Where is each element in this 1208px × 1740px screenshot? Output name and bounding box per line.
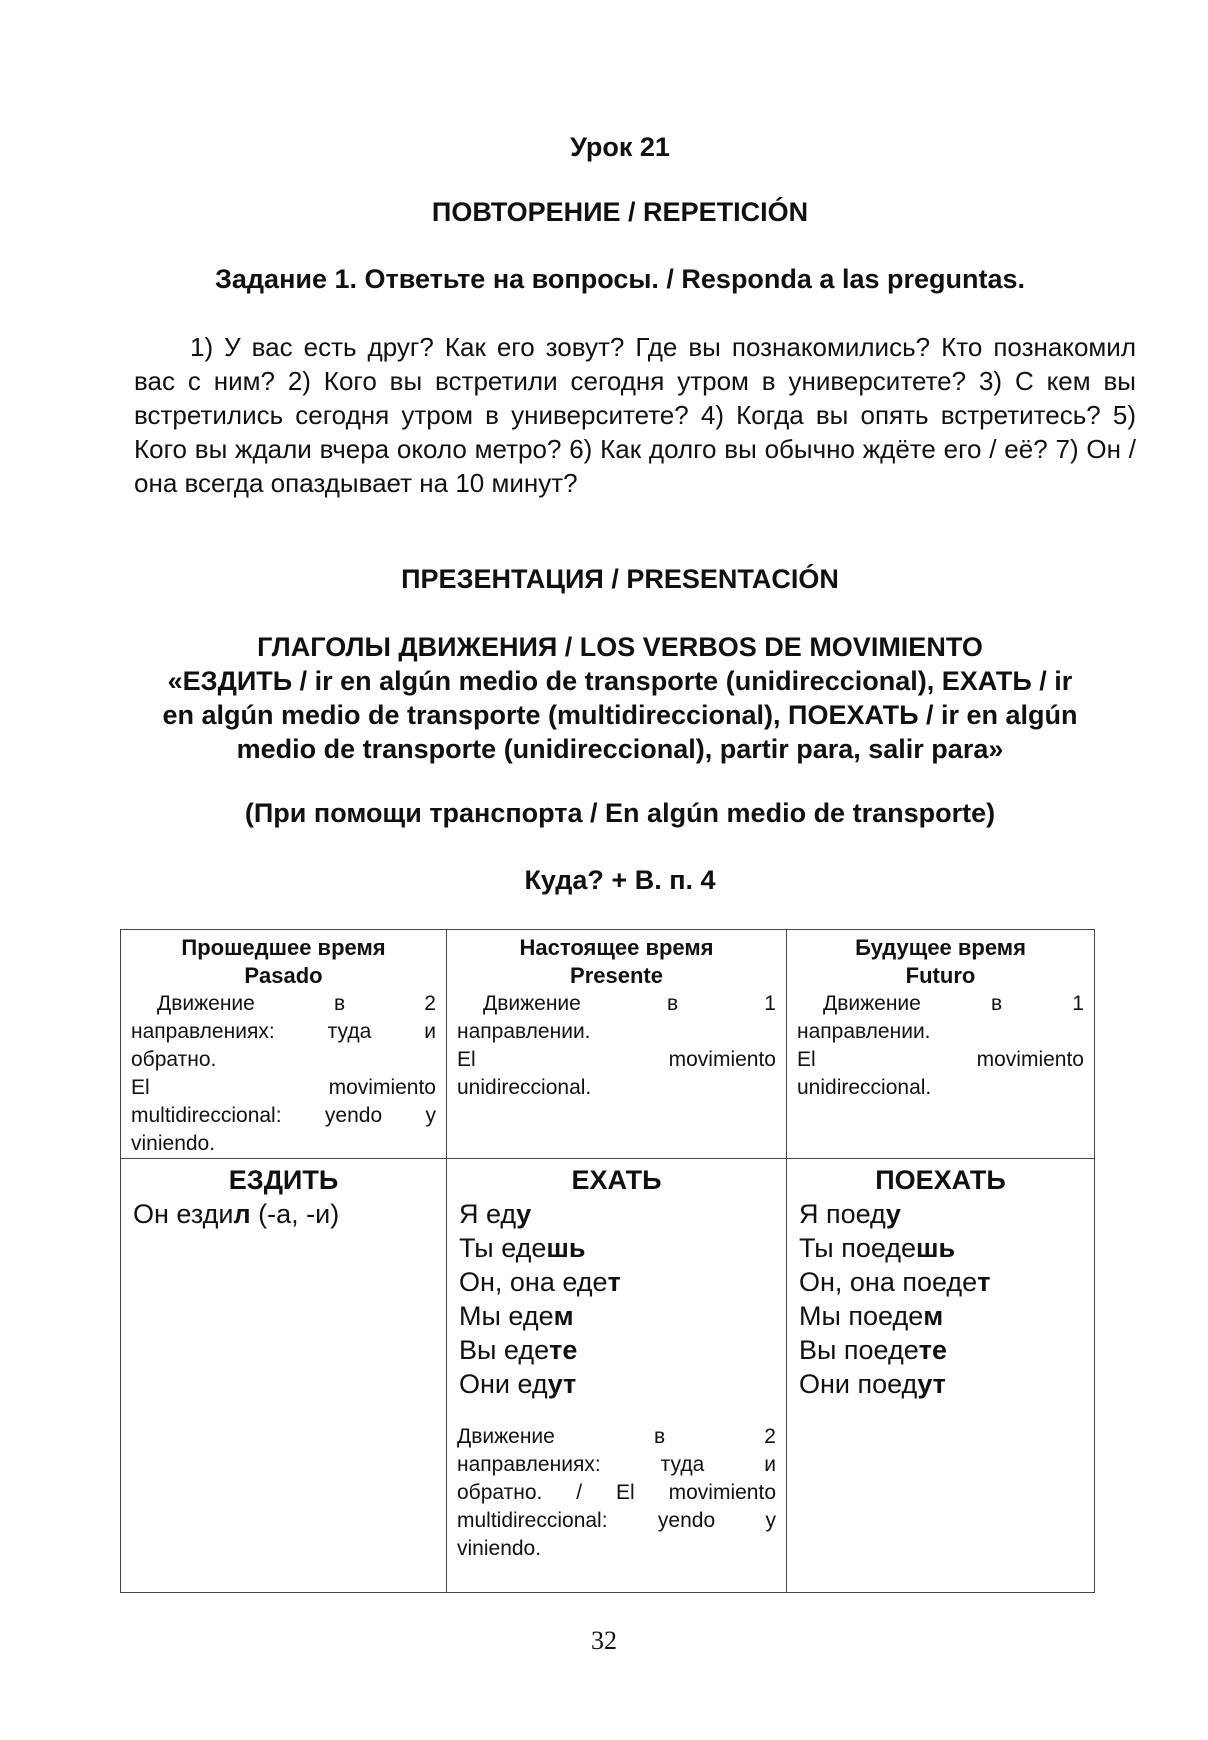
form-stem: Я поед: [799, 1199, 886, 1229]
conjugation-form: [459, 1367, 776, 1401]
form-stem: Вы поеде: [799, 1335, 919, 1365]
question: 5) Кого вы ждали вчера около метро?: [134, 400, 1137, 464]
table-conjugation-row: [121, 1159, 1095, 1593]
lesson-title: Урок 21: [570, 132, 670, 162]
form-ending: шь: [916, 1233, 956, 1263]
transport-subtitle: (При помощи транспорта / En algún medio de transporte): [244, 798, 996, 828]
form-stem: Он езди: [133, 1199, 234, 1229]
form-ending: те: [549, 1335, 578, 1365]
question: 1) У вас есть друг? Как его зовут? Где вы познакомились? Кто познакомил вас с ним?: [134, 332, 1136, 396]
form-ending: т: [977, 1267, 991, 1297]
future-note: [797, 990, 1084, 1102]
verbs-heading-line: medio de transporte (unidireccional), partir para, salir para»: [236, 734, 1004, 764]
verb-ezdit: ЕЗДИТЬ: [228, 1165, 339, 1195]
form-stem: Мы еде: [459, 1301, 554, 1331]
note-line: unidireccional.: [797, 1076, 932, 1099]
note-line: unidireccional.: [457, 1076, 592, 1099]
form-ending: у: [516, 1199, 532, 1229]
task-title: Задание 1. Ответьте на вопросы. / Responda a las preguntas.: [214, 264, 1025, 294]
verb-ekhat: ЕХАТЬ: [571, 1165, 662, 1195]
note-line: направлениях: туда и: [131, 1020, 436, 1043]
form-stem: Они поед: [799, 1369, 918, 1399]
form-ending: ут: [917, 1369, 946, 1399]
question: 3) С кем вы встретились сегодня утром в университете?: [134, 366, 1136, 430]
form-stem: Я ед: [459, 1199, 517, 1229]
note-line: viniendo.: [457, 1537, 542, 1560]
verbs-heading-line: «ЕЗДИТЬ / ir en algún medio de transporte (unidireccional), ЕХАТЬ / ir: [167, 666, 1073, 696]
present-header-cell: [447, 930, 787, 1159]
conjugation-form: [459, 1299, 776, 1333]
note-line: multidireccional: yendo y: [457, 1509, 776, 1532]
form-stem: Ты поеде: [799, 1233, 917, 1263]
verbs-heading-line: en algún medio de transporte (multidireccional), ПОЕХАТЬ / ir en algún: [162, 700, 1078, 730]
future-conjugation-cell: [787, 1159, 1095, 1593]
note-line: направлениях: туда и: [457, 1453, 776, 1476]
form-stem: Он, она еде: [459, 1267, 608, 1297]
form-ending: шь: [546, 1233, 586, 1263]
form-stem: Они ед: [459, 1369, 548, 1399]
form-ending: т: [607, 1267, 621, 1297]
conjugation-form: [799, 1367, 1084, 1401]
verb-poekhat: ПОЕХАТЬ: [875, 1165, 1006, 1195]
table-header-row: [121, 930, 1095, 1159]
past-header-cell: [121, 930, 447, 1159]
page-number: 32: [591, 1626, 617, 1655]
note-line: обратно. / El movimiento: [457, 1481, 776, 1504]
section-title-repetition: ПОВТОРЕНИЕ / REPETICIÓN: [431, 197, 809, 227]
note-line: обратно.: [131, 1048, 217, 1071]
past-conjugation-cell: [121, 1159, 447, 1593]
note-line: направлении.: [457, 1020, 591, 1043]
note-line: Движение в 1: [483, 992, 776, 1015]
conjugation-form: [799, 1299, 1084, 1333]
question: 2) Кого вы встретили сегодня утром в университете?: [287, 366, 967, 396]
conjugation-form: [459, 1333, 776, 1367]
present-bottom-note: [457, 1423, 776, 1563]
past-title-ru: Прошедшее время: [181, 935, 386, 960]
future-header-cell: [787, 930, 1095, 1159]
conjugation-form: [799, 1197, 1084, 1231]
verbs-heading-line: ГЛАГОЛЫ ДВИЖЕНИЯ / LOS VERBOS DE MOVIMIENTO: [257, 632, 983, 662]
conjugation-form: [799, 1231, 1084, 1265]
note-line: El movimiento: [131, 1076, 436, 1099]
question: 7) Он / она всегда опаздывает на 10 минут?: [134, 434, 1136, 498]
note-line: El movimiento: [457, 1048, 776, 1071]
note-line: viniendo.: [131, 1132, 216, 1155]
form-stem: Он, она поеде: [799, 1267, 978, 1297]
verb-conjugation-table: [120, 929, 1095, 1593]
past-title-es: Pasado: [244, 963, 323, 988]
form-ending: те: [918, 1335, 947, 1365]
form-ending: м: [553, 1301, 574, 1331]
conjugation-form: [133, 1197, 436, 1231]
note-line: Движение в 2: [457, 1425, 776, 1448]
question: 4) Когда вы опять встретитесь?: [700, 400, 1101, 430]
present-title-ru: Настоящее время: [519, 935, 714, 960]
questions-paragraph: [134, 330, 1136, 500]
form-ending: л: [233, 1199, 251, 1229]
note-line: Движение в 2: [157, 992, 436, 1015]
form-stem: Ты еде: [459, 1233, 547, 1263]
conjugation-form: [459, 1231, 776, 1265]
form-stem: Мы поеде: [799, 1301, 924, 1331]
present-note: [457, 990, 776, 1102]
form-ending: м: [923, 1301, 944, 1331]
form-ending: ут: [547, 1369, 577, 1399]
form-stem: Вы еде: [459, 1335, 550, 1365]
case-formula: Куда? + В. п. 4: [524, 865, 716, 895]
present-title-es: Presente: [570, 963, 663, 988]
future-title-ru: Будущее время: [855, 935, 1026, 960]
note-line: El movimiento: [797, 1048, 1084, 1071]
conjugation-form: [799, 1265, 1084, 1299]
past-note: [131, 990, 436, 1158]
note-line: Движение в 1: [823, 992, 1084, 1015]
form-tail: (-а, -и): [250, 1199, 340, 1229]
note-line: multidireccional: yendo y: [131, 1104, 436, 1127]
presentation-title: ПРЕЗЕНТАЦИЯ / PRESENTACIÓN: [401, 564, 839, 594]
conjugation-form: [799, 1333, 1084, 1367]
conjugation-form: [459, 1197, 776, 1231]
question: 6) Как долго вы обычно ждёте его / её?: [569, 434, 1048, 464]
form-ending: у: [885, 1199, 901, 1229]
note-line: направлении.: [797, 1020, 931, 1043]
conjugation-form: [459, 1265, 776, 1299]
future-title-es: Futuro: [905, 963, 976, 988]
present-conjugation-cell: [447, 1159, 787, 1593]
